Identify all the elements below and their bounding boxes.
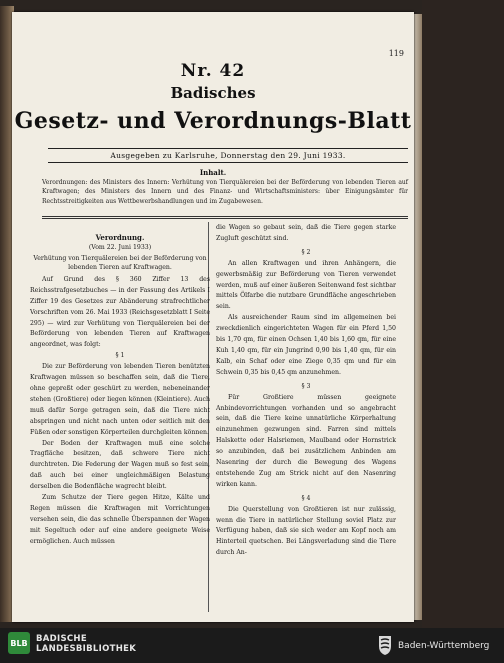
library-name-line-1: BADISCHE [36,634,87,644]
ordinance-intro: Auf Grund des § 360 Ziffer 13 des Reichsstrafgesetzbuches — in der Fassung des Artikels I Ziffer 19 des Gesetzes zur Abänderung strafrechtlicher Vorschriften vom 26. Mai 1933 (Reichsgesetzblatt I Seite 295) — wird zur Verhütung von Tierquälereien bei der Beförderung von lebenden Tieren auf Kraftwagen angeordnet, was folgt: [30,275,210,349]
page-number: 119 [388,49,404,58]
contents-divider-double [42,218,408,219]
section-3-heading: § 3 [301,382,311,390]
ordinance-date: (Vom 22. Juni 1933) [88,244,152,251]
section-4-heading: § 4 [301,494,311,502]
continued-text: die Wagen so gebaut sein, daß die Tiere gegen starke Zugluft geschützt sind. [216,224,396,242]
section-4-paragraph-1: Die Querstellung von Großtieren ist nur zulässig, wenn die Tiere in natürlicher Stellung soviel Platz zur Verfügung haben, daß sie sich weder am Kopf noch am Hinterteil quetschen. Bei Längsverladung sind die Tiere durch An- [216,505,396,557]
state-heading: Badisches [170,84,256,102]
state-name[interactable]: Baden-Württemberg [398,641,490,651]
section-1-paragraph-1: Die zur Beförderung von lebenden Tieren benützten Kraftwagen müssen so beschaffen sein, daß die Tiere, ohne gepreßt oder geschürt zu werden, nebeneinander stehen (Großtiere) oder liegen können (Kleintiere). Auch muß dafür Sorge getragen sein, daß die Tiere nicht abspringen und nicht nach unten oder seitlich mit den Füßen oder sonstigen Körperteilen durchgleiten können. [30,363,210,436]
left-column [30,233,210,548]
right-column [216,223,396,559]
library-name[interactable] [36,634,136,654]
section-2-paragraph-1: An allen Kraftwagen und ihren Anhängern, die gewerbsmäßig zur Beförderung von Tieren verwendet werden, muß auf einer äußeren Seitenwand fest sichtbar mittels Ölfarbe die nutzbare Grundfläche angeschrieben sein. [216,259,396,311]
section-1-paragraph-2: Der Boden der Kraftwagen muß eine solche Tragfläche besitzen, daß schwere Tiere nicht durchtreten. Die Federung der Wagen muß so fest sein, daß auch bei einer ungleichmäßigen Belastung derselben die Bodenfläche wagrecht bleibt. [30,439,210,491]
scan-background-right [422,0,504,628]
issue-number: Nr. 42 [180,61,246,81]
page-edge [414,14,422,620]
gazette-title: Gesetz- und Verordnungs-Blatt [14,108,412,134]
section-2-heading: § 2 [301,248,311,256]
section-3-paragraph-1: Für Großtiere müssen geeignete Anbindevorrichtungen vorhanden und so angebracht sein, daß die Tiere keine unnatürliche Körperhaltung einzunehmen gezwungen sind. Farren sind mittels Halskette oder Halsriemen, Maulband oder Hornstrick so anzubinden, daß bei zusätzlichem Anbinden am Nasenring der durch die Bewegung des Wagens entstehende Zug am Strick nicht auf den Nasenring wirken kann. [216,393,396,488]
ordinance-heading: Verordnung. [95,233,145,242]
blb-logo-icon[interactable]: BLB [8,632,30,654]
section-1-heading: § 1 [115,352,125,360]
ordinance-subtitle: Verhütung von Tierquälereien bei der Beförderung von lebenden Tieren auf Kraftwagen. [33,254,207,271]
baden-wuerttemberg-crest-icon [377,634,393,656]
contents-text: Verordnungen: des Ministers des Innern: Verhütung von Tierquälereien bei der Beförderung von lebenden Tieren auf Kraftwagen; des Ministers des Innern und des Finanz- und Wirtschaftsministers: über Einigungsämter für Rechtsstreitigkeiten aus Wettbewerbshandlungen und im Zugabewesen. [42,179,408,205]
section-1-paragraph-3: Zum Schutze der Tiere gegen Hitze, Kälte und Regen müssen die Kraftwagen mit Vorrichtungen versehen sein, die das schnelle Überspannen der Wagen mit Segeltuch oder auf eine andere geeignete Weise ermöglichen. Auch müssen [30,494,210,545]
library-name-line-2: LANDESBIBLIOTHEK [36,644,137,654]
section-2-paragraph-2: Als ausreichender Raum sind im allgemeinen bei zweckdienlich eingerichteten Wagen für ein Pferd 1,50 bis 1,70 qm, für einen Ochsen 1,40 bis 1,60 qm, für eine Kuh 1,40 qm, für ein Jungrind 0,90 bis 1,40 qm, für ein Kalb, ein Schaf oder eine Ziege 0,35 qm und für ein Schwein 0,35 bis 0,45 qm anzunehmen. [216,314,396,376]
contents-heading: Inhalt. [199,168,227,177]
issue-date-line: Ausgegeben zu Karlsruhe, Donnerstag den 29. Juni 1933. [48,148,408,163]
contents-divider [42,216,408,217]
